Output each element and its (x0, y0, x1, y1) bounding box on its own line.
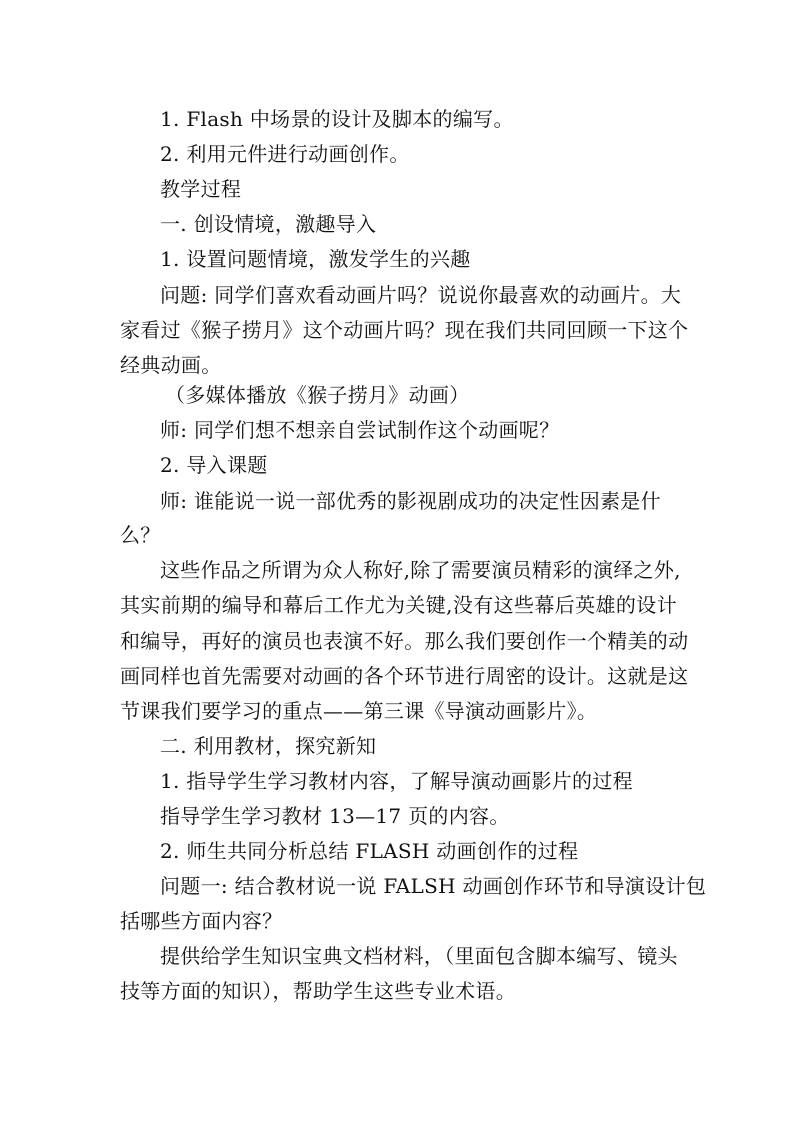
part2-heading: 二. 利用教材，探究新知 (160, 734, 377, 758)
materials-line1: 提供给学生知识宝典文档材料，（里面包含脚本编写、镜头 (160, 944, 678, 968)
paragraph-line1: 这些作品之所谓为众人称好,除了需要演员精彩的演绎之外, (160, 558, 681, 582)
paragraph-line5: 节课我们要学习的重点——第三课《导演动画影片》。 (120, 699, 598, 723)
media-note: （多媒体播放《猴子捞月》动画） (165, 383, 470, 407)
paragraph-line3: 和编导，再好的演员也表演不好。那么我们要创作一个精美的动 (120, 629, 689, 653)
paragraph-line2: 其实前期的编导和幕后工作尤为关键,没有这些幕后英雄的设计 (120, 593, 677, 617)
materials-line2: 技等方面的知识），帮助学生这些专业术语。 (120, 979, 516, 1003)
question2-line2: 括哪些方面内容？ (120, 909, 283, 933)
teacher2-line1: 师: 谁能说一说一部优秀的影视剧成功的决定性因素是什 (160, 489, 661, 513)
question1-line3: 经典动画。 (120, 353, 222, 377)
question1-line1: 问题: 同学们喜欢看动画片吗？说说你最喜欢的动画片。大 (160, 283, 682, 307)
question1-line2: 家看过《猴子捞月》这个动画片吗？现在我们共同回顾一下这个 (120, 318, 689, 342)
question2-line1: 问题一: 结合教材说一说 FALSH 动画创作环节和导演设计包 (160, 874, 707, 898)
teacher1-text: 师: 同学们想不想亲自尝试制作这个动画呢？ (160, 418, 560, 442)
step1-heading: 1. 设置问题情境，激发学生的兴趣 (160, 247, 471, 271)
step3-text: 指导学生学习教材 13—17 页的内容。 (160, 804, 510, 828)
teacher2-line2: 么？ (120, 523, 161, 547)
step2-heading: 2. 导入课题 (160, 453, 268, 477)
step3-heading: 1. 指导学生学习教材内容，了解导演动画影片的过程 (160, 769, 633, 793)
paragraph-line4: 画同样也首先需要对动画的各个环节进行周密的设计。这就是这 (120, 664, 689, 688)
objective-1: 1. Flash 中场景的设计及脚本的编写。 (160, 107, 514, 131)
objective-2: 2. 利用元件进行动画创作。 (160, 142, 410, 166)
section-title: 教学过程 (160, 177, 242, 201)
part1-heading: 一. 创设情境，激趣导入 (160, 212, 377, 236)
step4-heading: 2. 师生共同分析总结 FLASH 动画创作的过程 (160, 839, 579, 863)
